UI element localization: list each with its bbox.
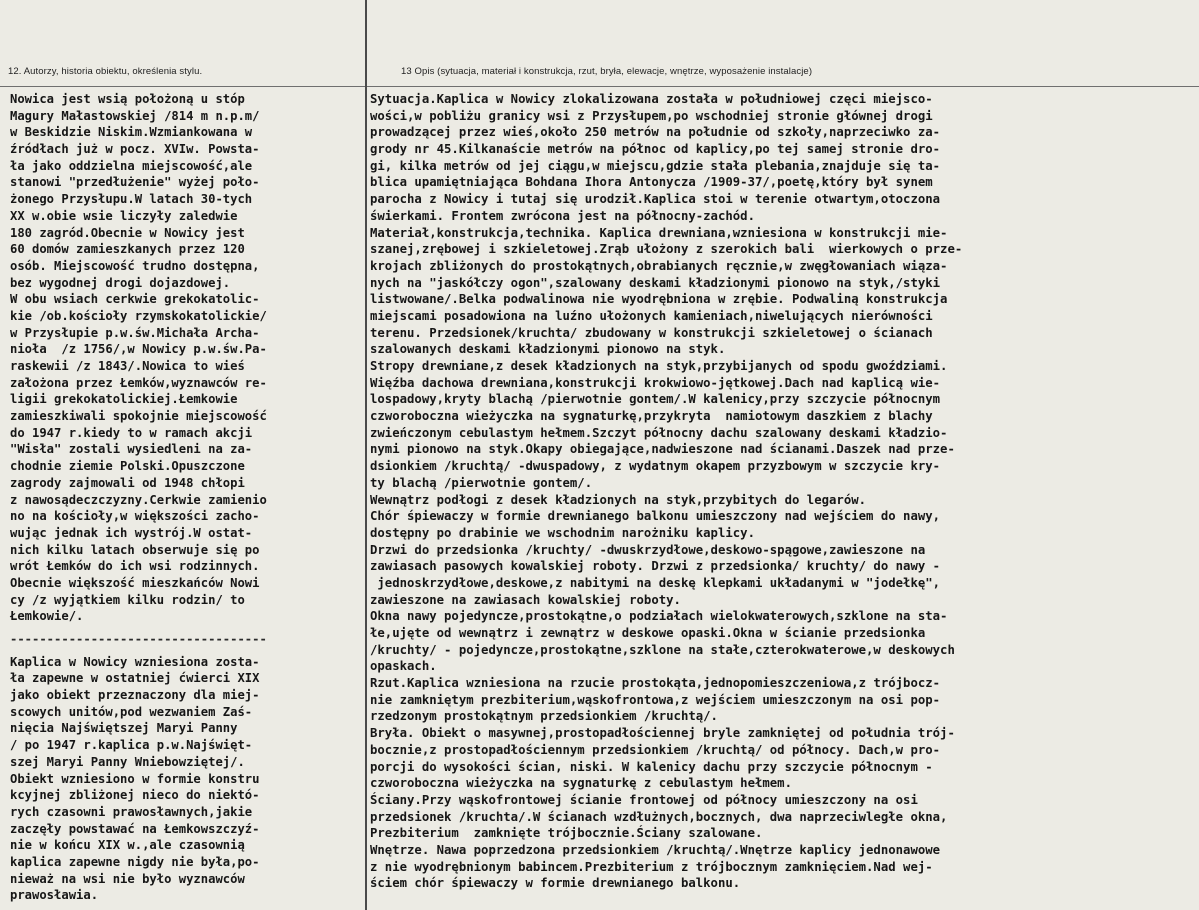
text-line: / po 1947 r.kaplica p.w.Najświęt-	[10, 738, 253, 753]
text-line: jednoskrzydłowe,deskowe,z nabitymi na deskę klepkami układanymi w "jodełkę",	[370, 575, 941, 590]
text-line: ściem chór śpiewaczy w formie drewnianego balkonu.	[370, 876, 741, 891]
text-line: raskewii /z 1843/.Nowica to wieś	[10, 359, 245, 373]
text-line: bocznie,z prostopadłościennym przedsionkiem /kruchtą/ od północy. Dach,w pro-	[370, 742, 941, 757]
text-line: Obiekt wzniesiono w formie konstru	[10, 771, 260, 786]
text-line: świerkami. Frontem zwrócona jest na północny-zachód.	[370, 208, 755, 223]
text-line: Magury Małastowskiej /814 m n.p.m/	[10, 108, 260, 123]
text-line: Chór śpiewaczy w formie drewnianego balkonu umieszczony nad wejściem do nawy,	[370, 509, 941, 524]
text-line: wości,w pobliżu granicy wsi z Przysłupem,po wschodniej stronie głównej drogi	[370, 108, 933, 123]
text-line: ligii grekokatolickiej.Łemkowie	[10, 392, 238, 407]
text-line: Obecnie większość mieszkańców Nowi	[10, 575, 260, 590]
text-line: nie w końcu XIX w.,ale czasownią	[10, 838, 245, 853]
text-line: szanej,zrębowej i szkieletowej.Zrąb ułożony z szerokich bali wierkowych o prze-	[370, 242, 963, 257]
text-line: grody nr 45.Kilkanaście metrów na północ od kaplicy,po tej samej stronie dro-	[370, 142, 941, 157]
text-line: zagrody zajmowali od 1948 chłopi	[10, 475, 245, 490]
text-line: nich kilku latach obserwuje się po	[10, 542, 260, 557]
column-divider	[365, 0, 367, 910]
chapel-text-block	[10, 654, 362, 904]
field-label-authors-history: 12. Autorzy, historia obiektu, określenia stylu.	[8, 66, 203, 77]
text-line: kie /ob.kościoły rzymskokatolickie/	[10, 308, 267, 323]
text-line: /kruchty/ - pojedyncze,prostokątne,szklone na stałe,czterokwaterowe,w deskowych	[370, 642, 955, 657]
separator-line: -----------------------------------	[10, 632, 267, 646]
text-line: założona przez Łemków,wyznawców re-	[10, 375, 267, 390]
field-label-description: 13 Opis (sytuacja, materiał i konstrukcja, rzut, bryła, elewacje, wnętrze, wyposażenie instalacje)	[401, 66, 813, 77]
text-line: ła zapewne w ostatniej ćwierci XIX	[10, 671, 260, 686]
text-line: łe,ujęte od wewnątrz i zewnątrz w deskowe opaski.Okna w ścianie przedsionka	[370, 626, 926, 640]
text-line: w Przysłupie p.w.św.Michała Archa-	[10, 325, 260, 340]
text-line: W obu wsiach cerkwie grekokatolic-	[10, 292, 260, 307]
description-column	[370, 91, 1195, 892]
text-line: rzedzonym prostokątnym przedsionkiem /kruchtą/.	[370, 709, 718, 724]
text-line: Drzwi do przedsionka /kruchty/ -dwuskrzydłowe,deskowo-spągowe,zawieszone na	[370, 542, 926, 557]
text-line: żonego Przysłupu.W latach 30-tych	[10, 192, 253, 207]
text-line: przedsionek /kruchta/.W ścianach wzdłużnych,bocznych, dwa naprzeciwległe okna,	[370, 809, 948, 824]
history-column	[10, 91, 362, 904]
text-line: zawiasach pasowych kowalskiej roboty. Drzwi z przedsionka/ kruchty/ do nawy -	[370, 559, 941, 574]
text-line: Stropy drewniane,z desek kładzionych na styk,przybijanych od spodu gwoździami.	[370, 359, 948, 373]
text-line: 60 domów zamieszkanych przez 120	[10, 242, 245, 257]
text-line: z nie wyodrębnionym babincem.Prezbiterium z trójbocznym zamknięciem.Nad wej-	[370, 859, 933, 874]
text-line: "Wisła" zostali wysiedleni na za-	[10, 442, 253, 457]
text-line: nieważ na wsi nie było wyznawców	[10, 871, 245, 886]
text-line: lospadowy,kryty blachą /pierwotnie gontem/.W kalenicy,przy szczycie północnym	[370, 392, 941, 407]
text-line: scowych unitów,pod wezwaniem Zaś-	[10, 704, 253, 719]
text-line: czworoboczna wieżyczka na sygnaturkę,przykryta namiotowym daszkiem z blachy	[370, 409, 933, 424]
text-line: XX w.obie wsie liczyły zaledwie	[10, 208, 238, 223]
text-line: źródłach już w pocz. XVIw. Powsta-	[10, 142, 260, 157]
text-line: zawieszone na zawiasach kowalskiej roboty.	[370, 592, 681, 607]
text-line: dostępny po drabinie we wschodnim narożniku kaplicy.	[370, 525, 755, 540]
text-line: Sytuacja.Kaplica w Nowicy zlokalizowana została w południowej częci miejsco-	[370, 92, 933, 106]
text-line: kaplica zapewne nigdy nie była,po-	[10, 854, 260, 869]
text-line: nymi pionowo na styk.Okapy obiegające,nadwieszone nad ścianami.Daszek nad prze-	[370, 442, 955, 457]
text-line: Więźba dachowa drewniana,konstrukcji krokwiowo-jętkowej.Dach nad kaplicą wie-	[370, 375, 941, 390]
text-line: szalowanych deskami kładzionymi pionowo na styk.	[370, 342, 726, 357]
text-line: rych czasowni prawosławnych,jakie	[10, 804, 253, 819]
text-line: Łemkowie/.	[10, 609, 84, 624]
text-line: no na kościoły,w większości zacho-	[10, 509, 260, 524]
text-line: prawosławia.	[10, 888, 99, 903]
text-line: chodnie ziemie Polski.Opuszczone	[10, 459, 245, 474]
text-line: Materiał,konstrukcja,technika. Kaplica drewniana,wzniesiona w konstrukcji mie-	[370, 225, 948, 240]
text-line: blica upamiętniająca Bohdana Ihora Antonycza /1909-37/,poetę,który był synem	[370, 175, 933, 190]
text-line: miejscami posadowiona na luźno ułożonych kamieniach,niwelujących nierówności	[370, 308, 933, 323]
history-text-block	[10, 91, 362, 625]
text-line: Nowica jest wsią położoną u stóp	[10, 92, 245, 106]
text-line: prowadzącej przez wieś,około 250 metrów na południe od szkoły,naprzeciwko za-	[370, 125, 941, 140]
text-line: do 1947 r.kiedy to w ramach akcji	[10, 425, 253, 440]
text-line: zwieńczonym cebulastym hełmem.Szczyt północny dachu szalowany deskami kładzio-	[370, 425, 948, 440]
text-line: wrót Łemków do ich wsi rodzinnych.	[10, 559, 260, 574]
text-line: Rzut.Kaplica wzniesiona na rzucie prostokąta,jednopomieszczeniowa,z trójbocz-	[370, 676, 941, 691]
text-line: Kaplica w Nowicy wzniesiona zosta-	[10, 654, 260, 669]
text-line: opaskach.	[370, 659, 437, 674]
text-line: ty blachą /pierwotnie gontem/.	[370, 475, 593, 490]
text-line: nie zamkniętym prezbiterium,wąskofrontowa,z wejściem umieszczonym na osi pop-	[370, 692, 941, 707]
text-line: Bryła. Obiekt o masywnej,prostopadłościennej bryle zamkniętej od południa trój-	[370, 726, 955, 741]
text-line: parocha z Nowicy i tutaj się urodził.Kaplica stoi w terenie otwartym,otoczona	[370, 192, 941, 207]
text-line: jako obiekt przeznaczony dla miej-	[10, 688, 260, 703]
text-line: z nawosądeczczyzny.Cerkwie zamienio	[10, 492, 267, 507]
text-line: zamieszkiwali spokojnie miejscowość	[10, 409, 267, 424]
text-line: zaczęły powstawać na Łemkowszczyź-	[10, 821, 260, 836]
text-line: porcji do wysokości ścian, niski. W kalenicy dachu przy szczycie północnym -	[370, 759, 933, 774]
text-line: czworoboczna wieżyczka na sygnaturkę z cebulastym hełmem.	[370, 776, 792, 791]
text-line: listwowane/.Belka podwalinowa nie wyodrębniona w zrębie. Podwaliną konstrukcja	[370, 292, 948, 307]
form-header-row	[0, 0, 1199, 87]
text-line: cy /z wyjątkiem kilku rodzin/ to	[10, 592, 245, 607]
text-line: krojach zbliżonych do prostokątnych,obrabianych ręcznie,w zwęgłowaniach wiąza-	[370, 258, 948, 273]
text-line: bez wygodnej drogi dojazdowej.	[10, 275, 231, 290]
text-line: nioła /z 1756/,w Nowicy p.w.św.Pa-	[10, 342, 267, 357]
text-line: Ściany.Przy wąskofrontowej ścianie frontowej od północy umieszczony na osi	[370, 792, 918, 807]
text-line: nych na "jaskółczy ogon",szalowany deskami kładzionymi pionowo na styk,/styki	[370, 275, 941, 290]
text-line: Okna nawy pojedyncze,prostokątne,o podziałach wielokwaterowych,szklone na sta-	[370, 609, 948, 624]
text-line: Wewnątrz podłogi z desek kładzionych na styk,przybitych do legarów.	[370, 492, 867, 507]
text-line: nięcia Najświętszej Maryi Panny	[10, 721, 238, 736]
text-line: stanowi "przedłużenie" wyżej poło-	[10, 175, 260, 190]
text-line: Wnętrze. Nawa poprzedzona przedsionkiem /kruchtą/.Wnętrze kaplicy jednonawowe	[370, 842, 941, 857]
text-line: 180 zagród.Obecnie w Nowicy jest	[10, 225, 245, 240]
text-line: wując jednak ich wystrój.W ostat-	[10, 525, 253, 540]
description-text-block	[370, 91, 1195, 892]
text-line: szej Maryi Panny Wniebowziętej/.	[10, 754, 245, 769]
text-line: osób. Miejscowość trudno dostępna,	[10, 258, 260, 273]
text-line: Prezbiterium zamknięte trójbocznie.Ściany szalowane.	[370, 826, 763, 841]
text-line: dsionkiem /kruchtą/ -dwuspadowy, z wydatnym okapem przyzbowym w szczycie kry-	[370, 459, 941, 474]
text-line: ła jako oddzielna miejscowość,ale	[10, 158, 253, 173]
text-line: gi, kilka metrów od jej ciągu,w miejscu,gdzie stała plebania,znajduje się ta-	[370, 158, 941, 173]
text-line: kcyjnej zbliżonej nieco do niektó-	[10, 788, 260, 803]
text-line: terenu. Przedsionek/kruchta/ zbudowany w konstrukcji szkieletowej o ścianach	[370, 325, 933, 340]
text-line: w Beskidzie Niskim.Wzmiankowana w	[10, 125, 253, 140]
